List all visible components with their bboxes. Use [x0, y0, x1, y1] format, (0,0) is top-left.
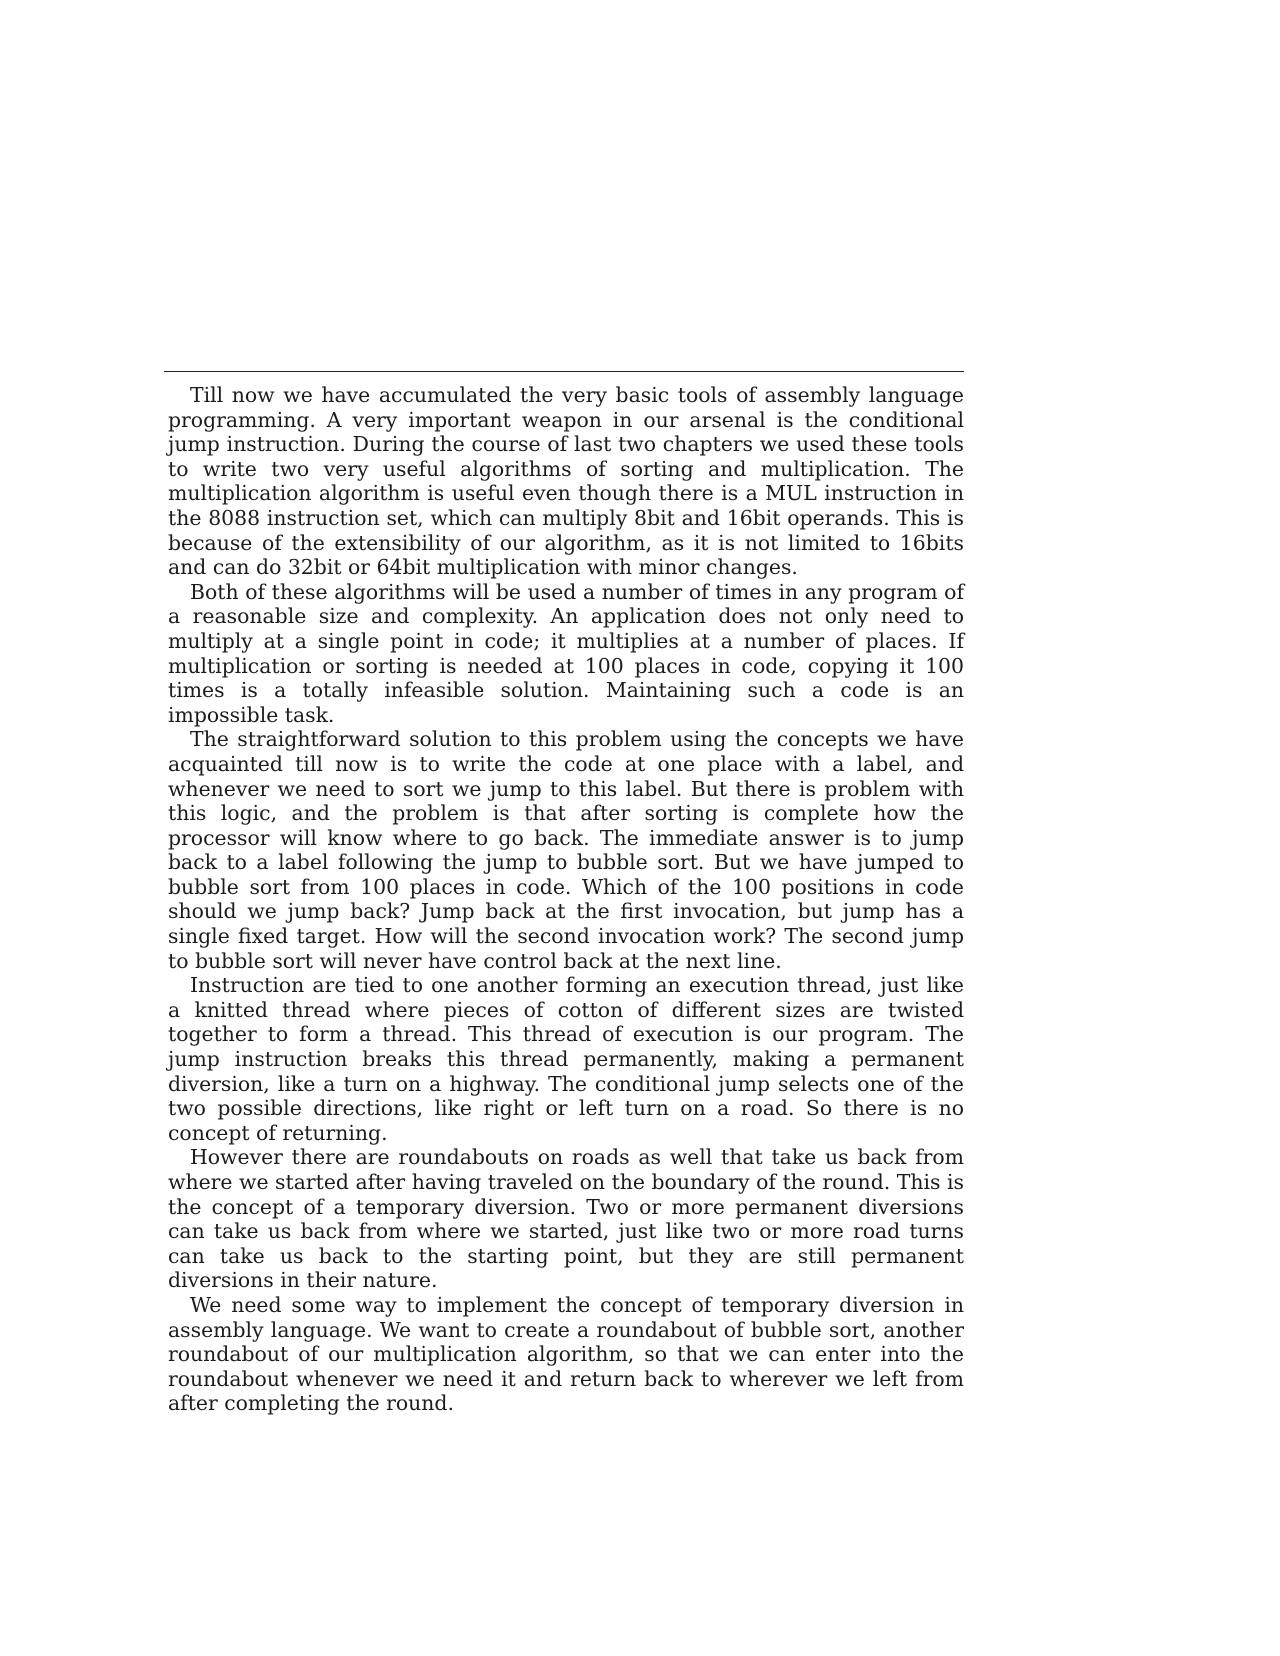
paragraph-1: Till now we have accumulated the very basic tools of assembly language programming. A very important weapon in our arsenal is the conditional jump instruction. During the course of last two chapters we used these tools to write two very useful algorithms of sorting and multiplication. The multiplication algorithm is useful even though there is a MUL instruction in the 8088 instruction set, which can multiply 8bit and 16bit operands. This is because of the extensibility of our algorithm, as it is not limited to 16bits and can do 32bit or 64bit multiplication with minor changes. [168, 383, 964, 580]
paragraph-5: However there are roundabouts on roads as well that take us back from where we started after having traveled on the boundary of the round. This is the concept of a temporary diversion. Two or more permanent diversions can take us back from where we started, just like two or more road turns can take us back to the starting point, but they are still permanent diversions in their nature. [168, 1145, 964, 1293]
paragraph-6: We need some way to implement the concept of temporary diversion in assembly language. We want to create a roundabout of bubble sort, another roundabout of our multiplication algorithm, so that we can enter into the roundabout whenever we need it and return back to wherever we left from after completing the round. [168, 1292, 964, 1416]
header-rule [164, 371, 964, 372]
paragraph-3: The straightforward solution to this problem using the concepts we have acquainted till now is to write the code at one place with a label, and whenever we need to sort we jump to this label. But there is problem with this logic, and the problem is that after sorting is complete how the processor will know where to go back. The immediate answer is to jump back to a label following the jump to bubble sort. But we have jumped to bubble sort from 100 places in code. Which of the 100 positions in code should we jump back? Jump back at the first invocation, but jump has a single fixed target. How will the second invocation work? The second jump to bubble sort will never have control back at the next line. [168, 727, 964, 973]
body-text [168, 383, 964, 1416]
paragraph-2: Both of these algorithms will be used a number of times in any program of a reasonable size and complexity. An application does not only need to multiply at a single point in code; it multiplies at a number of places. If multiplication or sorting is needed at 100 places in code, copying it 100 times is a totally infeasible solution. Maintaining such a code is an impossible task. [168, 579, 964, 727]
paragraph-4: Instruction are tied to one another forming an execution thread, just like a knitted thread where pieces of cotton of different sizes are twisted together to form a thread. This thread of execution is our program. The jump instruction breaks this thread permanently, making a permanent diversion, like a turn on a highway. The conditional jump selects one of the two possible directions, like right or left turn on a road. So there is no concept of returning. [168, 973, 964, 1145]
